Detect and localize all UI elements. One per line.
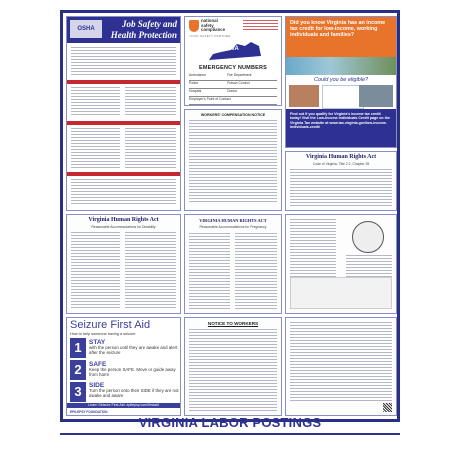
field-label-police: Police bbox=[189, 81, 199, 85]
osha-badge: OSHA bbox=[70, 20, 102, 38]
job-safety-footer-text bbox=[71, 179, 176, 204]
nsc-tagline: YOUR SAFETY PARTNER bbox=[189, 34, 231, 38]
pregnancy-panel bbox=[184, 214, 282, 314]
job-safety-divider bbox=[67, 80, 180, 84]
workers-comp-panel bbox=[184, 109, 282, 211]
job-safety-header bbox=[67, 17, 180, 43]
right-bottom-qr-icon bbox=[383, 403, 392, 412]
hr-right-text bbox=[290, 169, 392, 206]
right-notice-text-left bbox=[290, 219, 336, 277]
step-1-text: with the person until they are awake and alert after the seizure bbox=[89, 345, 178, 355]
job-safety-panel bbox=[66, 16, 181, 211]
notice-workers-title: NOTICE TO WORKERS bbox=[207, 321, 259, 326]
right-bottom-panel bbox=[285, 317, 397, 416]
hr-dis-title: Virginia Human Rights Act bbox=[88, 217, 159, 223]
brand-line-3: compliance bbox=[201, 27, 226, 33]
preg-title: VIRGINIA HUMAN RIGHTS ACT bbox=[199, 218, 267, 223]
labor-poster bbox=[60, 10, 400, 422]
seizure-org: EPILEPSY FOUNDATION bbox=[70, 410, 108, 414]
job-safety-body-text bbox=[71, 47, 176, 77]
seizure-step-2 bbox=[67, 360, 180, 380]
tax-credit-panel bbox=[285, 16, 397, 148]
state-label: VA bbox=[231, 46, 239, 52]
tax-credit-header bbox=[286, 17, 396, 57]
step-3-text-block bbox=[89, 383, 180, 398]
field-row-2 bbox=[189, 81, 277, 89]
seizure-website: Learn Seizure First Aid: epilepsy.com/firstaid bbox=[67, 403, 180, 408]
step-1-text-block bbox=[89, 340, 180, 355]
step-3-text: Turn the person onto their SIDE if they are not awake and aware bbox=[89, 388, 179, 398]
preg-subtitle: Reasonable Accommodations for Pregnancy bbox=[199, 225, 267, 229]
seizure-step-1 bbox=[67, 338, 180, 358]
photo-family bbox=[289, 85, 319, 107]
step-1-word: STAY bbox=[89, 339, 106, 346]
tax-credit-question: Could you be eligible? bbox=[313, 77, 369, 83]
field-row-3 bbox=[189, 89, 277, 97]
preg-text-right bbox=[235, 233, 277, 309]
nsc-contact bbox=[243, 20, 278, 32]
step-2-number: 2 bbox=[70, 360, 86, 380]
step-2-text: Keep the person SAFE. Move or guide away from harm bbox=[89, 367, 176, 377]
notice-workers-panel bbox=[184, 317, 282, 416]
field-label-poison: Poison Control bbox=[227, 81, 250, 85]
field-row-1 bbox=[189, 73, 277, 81]
job-safety-title-2: Health Protection bbox=[110, 30, 177, 40]
field-label-ambulance: Ambulance bbox=[189, 73, 206, 77]
notice-workers-text bbox=[189, 329, 277, 411]
right-notice-panel bbox=[285, 214, 397, 314]
right-notice-figure bbox=[290, 277, 392, 309]
job-safety-col-right-2 bbox=[125, 128, 176, 168]
field-label-hospital: Hospital bbox=[189, 89, 202, 93]
job-safety-col-right bbox=[125, 87, 176, 117]
seizure-title-b: First Aid bbox=[110, 319, 151, 331]
photo-worker bbox=[359, 85, 393, 107]
job-safety-band-2 bbox=[67, 121, 180, 125]
seizure-first-aid-panel bbox=[66, 317, 181, 416]
seizure-title bbox=[70, 320, 150, 331]
human-rights-disability-panel bbox=[66, 214, 181, 314]
emergency-title: EMERGENCY NUMBERS bbox=[198, 65, 268, 71]
hr-dis-text-left bbox=[71, 232, 120, 309]
right-notice-text-right bbox=[346, 255, 392, 277]
step-1-number: 1 bbox=[70, 338, 86, 358]
tax-credit-photo bbox=[286, 57, 396, 75]
tax-credit-body: Find out if you qualify for Virginia's income tax credit today! Visit the Low-Income Individuals Credit page on the Virginia Tax website at www.tax.virginia.gov/low-income-individuals-credit bbox=[290, 112, 390, 130]
field-label-doctor: Doctor bbox=[227, 89, 238, 93]
human-rights-right-panel bbox=[285, 151, 397, 211]
hr-right-title: Virginia Human Rights Act bbox=[305, 154, 377, 160]
job-safety-col-left-2 bbox=[71, 128, 120, 168]
right-notice-seal-icon bbox=[352, 221, 384, 253]
workers-comp-title: WORKERS' COMPENSATION NOTICE bbox=[200, 113, 266, 117]
field-label-fire: Fire Department bbox=[226, 73, 252, 77]
hr-dis-subtitle: Reasonable Accommodations for Disability bbox=[91, 225, 156, 229]
preg-text-left bbox=[189, 233, 230, 309]
job-safety-title-1: Job Safety and bbox=[122, 19, 177, 29]
step-3-number: 3 bbox=[70, 382, 86, 402]
nsc-brand bbox=[201, 19, 225, 33]
emergency-fields bbox=[189, 73, 277, 105]
tax-credit-image-row bbox=[289, 85, 393, 107]
brand-line-2: safety bbox=[201, 22, 214, 28]
right-bottom-text bbox=[290, 322, 392, 401]
hr-right-subtitle: Code of Virginia, Title 2.2, Chapter 39 bbox=[312, 162, 370, 166]
poster-title-underline bbox=[60, 433, 400, 435]
tax-credit-footer bbox=[286, 109, 396, 147]
field-label-contact: Employer's Point of Contact bbox=[189, 97, 231, 101]
step-2-word: SAFE bbox=[89, 361, 107, 368]
seizure-title-a: Seizure bbox=[70, 319, 108, 331]
seizure-step-3 bbox=[67, 382, 180, 400]
job-safety-col-left bbox=[71, 87, 120, 117]
step-3-word: SIDE bbox=[89, 382, 105, 389]
job-safety-band-3 bbox=[67, 172, 180, 176]
seizure-tagline: How to help someone having a seizure bbox=[70, 332, 136, 336]
nsc-logo-icon bbox=[189, 20, 199, 32]
brand-line-1: national bbox=[201, 18, 218, 23]
tax-credit-headline: Did you know Virginia has an income tax credit for low-income, working individuals and families? bbox=[290, 20, 386, 39]
emergency-panel bbox=[184, 16, 282, 106]
photo-checklist bbox=[322, 85, 364, 109]
poster-title: VIRGINIA LABOR POSTINGS bbox=[138, 415, 322, 430]
field-row-4 bbox=[189, 97, 277, 105]
hr-dis-text-right bbox=[125, 232, 176, 309]
workers-comp-text bbox=[189, 120, 277, 204]
step-2-text-block bbox=[89, 362, 180, 377]
